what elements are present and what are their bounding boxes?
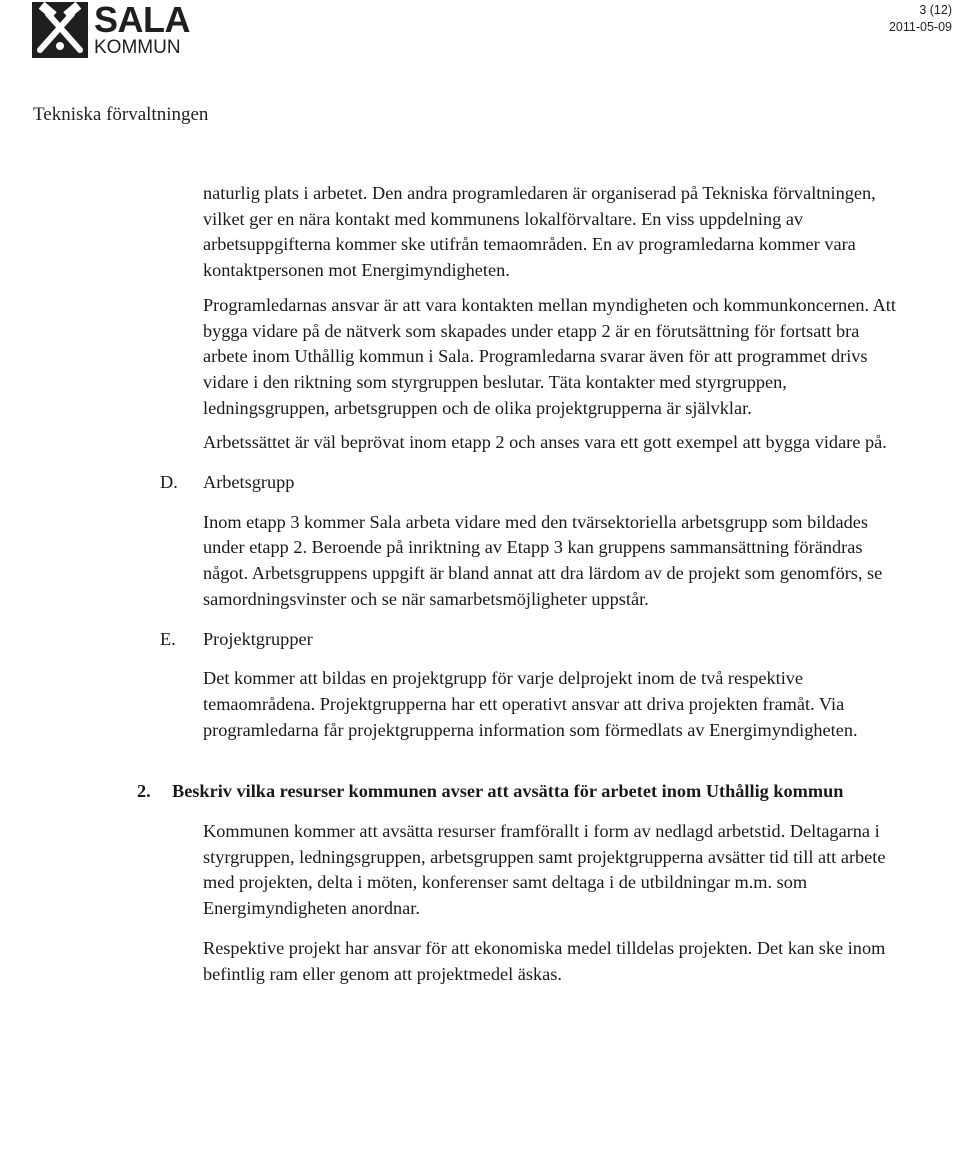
paragraph-programledare-organisation: naturlig plats i arbetet. Den andra programledaren är organiserad på Tekniska förvaltningen, vilket ger en nära kontakt med kommunens lokalförvaltare. En viss uppdelning av arbetsuppgifterna kommer ske utifrån temaområden. En av programledarna kommer vara kontaktpersonen mot Energimyndigheten. bbox=[203, 183, 876, 281]
question-2-paragraph-1: Kommunen kommer att avsätta resurser framförallt i form av nedlagd arbetstid. Deltagarna i styrgruppen, ledningsgruppen, arbetsgruppen samt projektgrupperna avsätter tid till att arbete med projekten, delta i möten, konferenser samt deltaga i de utbildningar m.m. som Energimyndigheten anordnar. bbox=[203, 821, 886, 919]
paragraph-programledare-ansvar: Programledarnas ansvar är att vara kontakten mellan myndigheten och kommunkoncernen. Att bygga vidare på de nätverk som skapades under etapp 2 är en förutsättning för fortsatt bra arbete inom Uthållig kommun i Sala. Programledarna svarar även för att programmet drivs vidare i den riktning som styrgruppen beslutar. Täta kontakter med styrgruppen, ledningsgruppen, arbetsgruppen och de olika projektgrupperna är självklar. bbox=[203, 294, 896, 418]
question-2-title: Beskriv vilka resurser kommunen avser att avsätta för arbetet inom Uthållig kommun bbox=[172, 781, 844, 802]
logo-name: SALA bbox=[94, 0, 190, 40]
logo-subtitle: KOMMUN bbox=[94, 37, 181, 58]
logo-wordmark bbox=[94, 2, 190, 57]
department-name: Tekniska förvaltningen bbox=[33, 104, 209, 125]
page-number: 3 (12) bbox=[919, 3, 952, 17]
crossed-hammers-icon bbox=[32, 2, 88, 58]
document-date: 2011-05-09 bbox=[888, 20, 952, 34]
section-e-text: Det kommer att bildas en projektgrupp för varje delprojekt inom de två respektive temaområdena. Projektgrupperna har ett operativt ansvar att driva projekten framåt. Via programledarna får projektgrupperna information som förmedlats av Energimyndigheten. bbox=[203, 668, 858, 740]
document-body bbox=[137, 181, 903, 987]
section-e-title: Projektgrupper bbox=[203, 628, 313, 649]
section-d-title: Arbetsgrupp bbox=[203, 472, 295, 493]
page-meta bbox=[889, 2, 952, 36]
section-e-heading bbox=[160, 627, 903, 653]
section-d-heading bbox=[160, 470, 903, 496]
sala-kommun-logo bbox=[32, 2, 190, 60]
section-d-text: Inom etapp 3 kommer Sala arbeta vidare med den tvärsektoriella arbetsgrupp som bildades under etapp 2. Beroende på inriktning av Etapp 3 kan gruppens sammansättning förändras något. Arbetsgruppens uppgift är bland annat att dra lärdom av de projekt som genomförs, se samordningsvinster och se när samarbetsmöjligheter uppstår. bbox=[203, 511, 883, 609]
question-2-marker: 2. bbox=[137, 781, 151, 802]
municipal-crest-icon bbox=[32, 2, 88, 58]
question-2-heading bbox=[137, 779, 903, 805]
question-2-paragraph-2: Respektive projekt har ansvar för att ekonomiska medel tilldelas projekten. Det kan ske inom befintlig ram eller genom att projektmedel äskas. bbox=[203, 937, 886, 984]
section-e-marker: E. bbox=[160, 628, 176, 649]
section-d-marker: D. bbox=[160, 472, 178, 493]
paragraph-arbetssatt: Arbetssättet är väl beprövat inom etapp 2 och anses vara ett gott exempel att bygga vidare på. bbox=[203, 432, 887, 453]
